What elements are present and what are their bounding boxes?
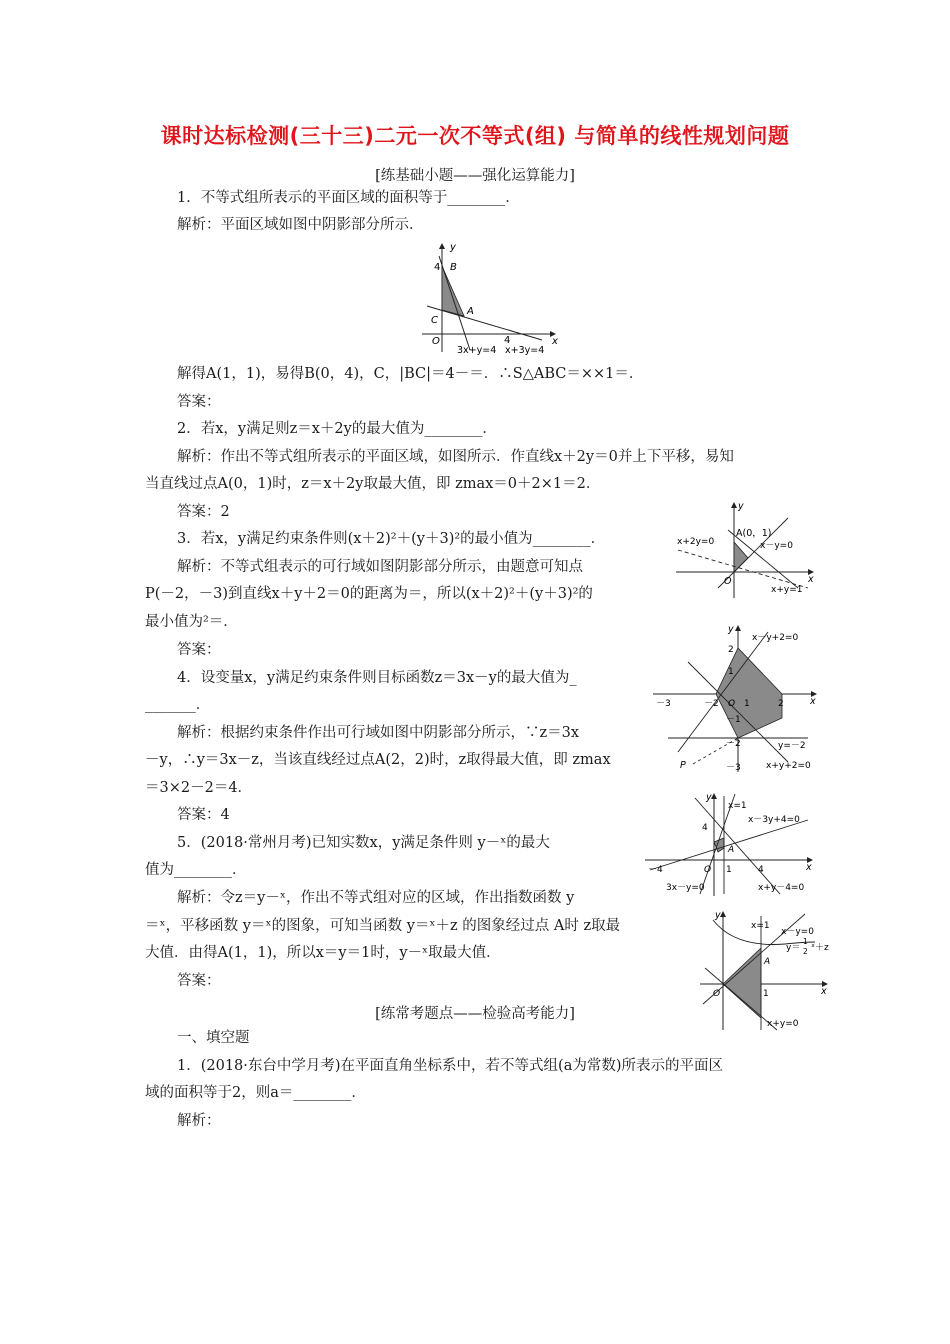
fig1-label-x: x [552,336,558,347]
fig5-curve-label-right: ˣ＋z [811,943,829,953]
fig1-label-4x: 4 [504,335,511,346]
fig1-label-B: B [450,262,457,273]
q1-text: 1．不等式组所表示的平面区域的面积等于________． [177,190,520,206]
q2-text: 2．若x，y满足则z＝x＋2y的最大值为________． [177,421,497,437]
q4-solution-end: ＝3×2－2＝4． [145,780,253,796]
fig5-curve-frac-num: 1 [803,937,808,946]
fig4-tick-y4: 4 [702,823,708,833]
q2-solution-cont: 当直线过点A(0，1)时，z＝x＋2y取最大值，即 zmax＝0＋2×1＝2． [145,476,601,492]
fig4-label-line2: 3x－y=0 [666,883,705,893]
q4-solution-cont: －y，∴y＝3x－z，当该直线经过点A(2，2)时，z取得最大值，即 zmax [145,752,611,768]
q5-solution: 解析：令z＝y－ˣ，作出不等式组对应的区域，作出指数函数 y [177,890,575,906]
fig5-label-x1: x=1 [751,921,770,931]
q2-answer: 答案：2 [177,504,230,520]
q3-figure [668,500,818,600]
q5-text-cont: 值为________． [145,862,247,878]
section-heading-basic: [练基础小题——强化运算能力] [375,168,575,184]
q4-solution: 解析：根据约束条件作出可行域如图中阴影部分所示，∵z＝3x [177,725,580,741]
line-x-y-4 [695,798,780,894]
fill-blank-heading: 一、填空题 [177,1030,250,1046]
fig1-label-C: C [431,315,438,326]
fig4-label-x1: x=1 [728,801,747,811]
q3-answer: 答案： [177,642,221,658]
fig3-tick-ym1: －1 [726,715,741,725]
fig5-label-O: O [713,989,721,999]
fig3-tick-x2: 2 [778,699,784,709]
q5-figure [640,790,820,898]
section-heading-exam: [练常考题点——检验高考能力] [375,1006,575,1022]
fig3-tick-x1: 1 [744,699,750,709]
q5-solution-end: 大值．由得A(1，1)，所以x＝y＝1时，y－ˣ取最大值． [145,945,501,961]
fig2-label-y: y [738,501,744,512]
fig5-label-A: A [764,957,771,967]
fig4-label-line1: x－3y+4=0 [748,815,800,825]
shaded-region [442,266,464,316]
q1-figure [412,240,562,355]
fig3-label-O: O [728,699,736,709]
fig4-label-O: O [704,865,712,875]
q1-answer: 答案： [177,394,221,410]
ex1-text: 1．(2018·东台中学月考)在平面直角坐标系中，若不等式组(a为常数)所表示的平面区 [177,1058,724,1074]
q4-answer: 答案：4 [177,807,230,823]
fig4-tick-x1: 1 [726,865,732,875]
fig4-label-x: x [806,862,812,873]
fig2-label-x2y: x+2y=0 [677,537,715,547]
fig3-tick-ym2: －2 [726,739,741,749]
fig4-label-A: A [728,845,735,855]
fig1-label-y: y [450,242,456,253]
ex1-solution: 解析： [177,1113,221,1129]
q4-figure [648,622,823,774]
fig4-tick-x4: 4 [758,865,764,875]
fig3-label-P: P [680,760,686,771]
fig3-label-top-line: x－y+2=0 [752,633,799,643]
fig5-label-xy0-bottom: x+y=0 [767,1019,799,1029]
q3-solution-cont: P(－2，－3)到直线x＋y＋2＝0的距离为＝，所以(x＋2)²＋(y＋3)²的 [145,586,593,602]
fig5-label-y: y [715,910,721,921]
q3-text: 3．若x，y满足约束条件则(x＋2)²＋(y＋3)²的最小值为________． [177,531,606,547]
q2-solution: 解析：作出不等式组所表示的平面区域，如图所示．作直线x＋2y＝0并上下平移，易知 [177,449,734,465]
q4-text-cont: _______． [145,697,211,713]
q5-solution-cont: ＝ˣ，平移函数 y＝ˣ的图象，可知当函数 y＝ˣ＋z 的图象经过点 A时 z取最 [145,918,621,934]
q5-answer: 答案： [177,973,221,989]
page-title: 课时达标检测(三十三)二元一次不等式(组) 与简单的线性规划问题 [160,124,790,148]
fig3-label-bottom-line: x+y+2=0 [766,761,811,771]
fig5-tick-x1: 1 [763,989,769,999]
q5-text: 5．(2018·常州月考)已知实数x，y满足条件则 y－ˣ的最大 [177,835,550,851]
fig3-tick-xm2: －2 [704,699,719,709]
fig2-label-xy1: x+y=1 [771,585,803,595]
q3-solution-end: 最小值为²＝． [145,614,238,630]
fig5-label-xy0: x－y=0 [781,927,814,937]
fig5-curve-label-left: y＝ [786,943,801,953]
shaded-region [734,542,748,572]
fig1-label-A: A [467,306,474,317]
fig1-label-line2: x+3y=4 [505,345,545,355]
q4-text: 4．设变量x，y满足约束条件则目标函数z＝3x－y的最大值为_ [177,670,577,686]
fig3-label-x: x [810,696,816,707]
fig3-tick-xm3: －3 [656,699,671,709]
q1-solution-cont: 解得A(1，1)，易得B(0，4)，C，|BC|＝4－＝．∴S△ABC＝××1＝． [177,366,644,382]
fig1-label-4y: 4 [434,262,441,273]
fig4-label-y: y [706,792,712,803]
line-x-3y-4 [427,306,542,340]
fig2-label-xy0: x－y=0 [760,541,793,551]
ex1-text-cont: 域的面积等于2，则a＝________． [145,1085,366,1101]
fig3-tick-ym3: －3 [726,763,741,773]
q3-solution: 解析：不等式组表示的可行域如图阴影部分所示，由题意可知点 [177,559,583,575]
fig5-label-x: x [821,986,827,997]
fig2-label-O: O [724,576,732,587]
fig3-label-y-neg2: y=－2 [778,741,806,751]
fig1-label-O: O [432,336,440,347]
fig2-label-x: x [808,574,814,585]
fig4-label-line3: x+y－4=0 [758,883,805,893]
fig4-tick-xm4: －4 [648,865,663,875]
fig3-tick-y2: 2 [728,645,734,655]
fig5-curve-frac-den: 2 [803,947,808,956]
q1-solution: 解析：平面区域如图中阴影部分所示． [177,217,424,233]
fig3-tick-y1: 1 [728,667,734,677]
fig2-label-A: A(0，1) [736,528,772,539]
fig1-label-line1: 3x+y=4 [457,345,497,355]
fig3-label-y: y [728,624,734,635]
